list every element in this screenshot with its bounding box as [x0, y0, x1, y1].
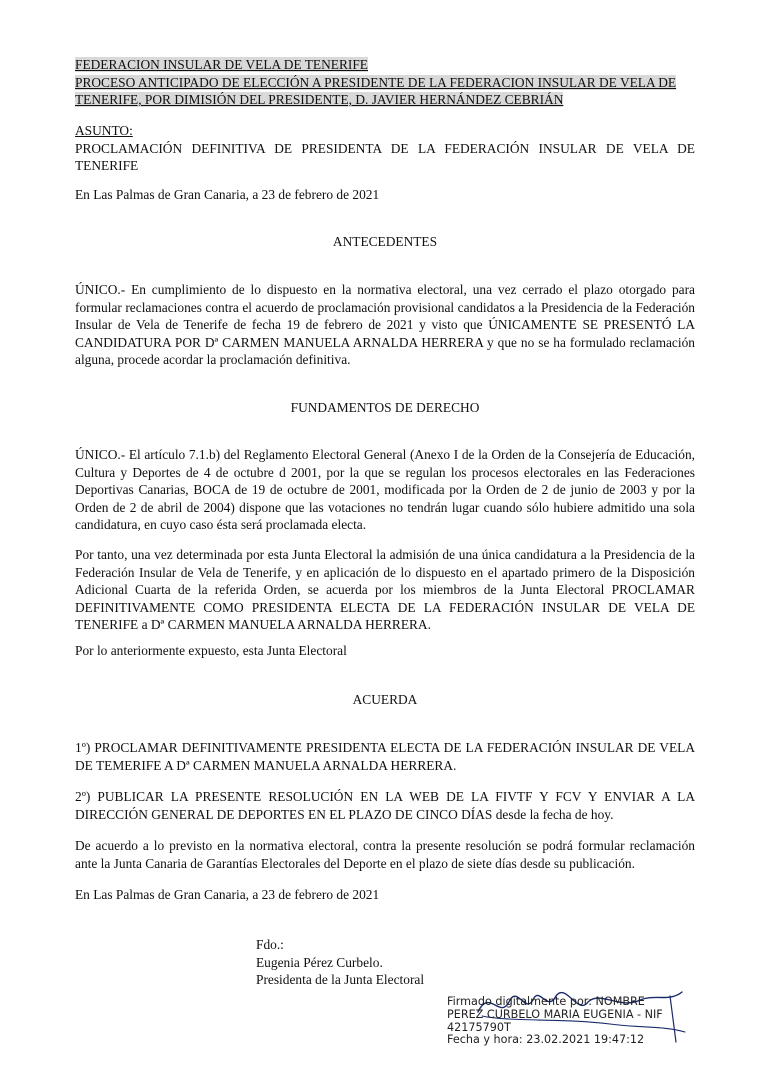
- fundamentos-heading: FUNDAMENTOS DE DERECHO: [290, 400, 480, 415]
- signature-name: Eugenia Pérez Curbelo.: [256, 954, 383, 970]
- place-date-top: En Las Palmas de Gran Canaria, a 23 de febrero de 2021: [75, 187, 380, 202]
- signature-block: [256, 936, 424, 989]
- digital-signature-line-2: PEREZ CURBELO MARIA EUGENIA - NIF: [447, 1007, 663, 1021]
- signature-fdo: Fdo.:: [256, 937, 284, 952]
- acuerda-item-2: 2º) PUBLICAR LA PRESENTE RESOLUCIÓN EN LA WEB DE LA FIVTF Y FCV Y ENVIAR A LA DIRECCIÓN GENERAL DE DEPORTES EN EL PLAZO DE CINCO DÍAS desde la fecha de hoy.: [75, 789, 695, 822]
- fundamentos-paragraph-3: Por lo anteriormente expuesto, esta Junta Electoral: [75, 643, 347, 658]
- subject-block: [75, 122, 695, 175]
- acuerda-heading: ACUERDA: [352, 692, 418, 707]
- acuerda-item-1: 1º) PROCLAMAR DEFINITIVAMENTE PRESIDENTA ELECTA DE LA FEDERACIÓN INSULAR DE VELA DE TEMERIFE A Dª CARMEN MANUELA ARNALDA HERRERA.: [75, 740, 695, 773]
- subject-label: ASUNTO:: [75, 123, 133, 138]
- digital-signature-line-3: 42175790T: [447, 1020, 511, 1034]
- header-process: PROCESO ANTICIPADO DE ELECCIÓN A PRESIDENTE DE LA FEDERACION INSULAR DE VELA DE TENERIFE, POR DIMISIÓN DEL PRESIDENTE, D. JAVIER HERNÁNDEZ CEBRIÁN: [75, 74, 677, 108]
- place-date-bottom: En Las Palmas de Gran Canaria, a 23 de febrero de 2021: [75, 887, 380, 902]
- antecedentes-heading: ANTECEDENTES: [332, 234, 438, 249]
- fundamentos-paragraph-2: Por tanto, una vez determinada por esta Junta Electoral la admisión de una única candidatura a la Presidencia de la Federación Insular de Vela de Tenerife, y en aplicación de lo dispuesto en el apartado primero de la Disposición Adicional Cuarta de la referida Orden, se acuerda por los miembros de la Junta Electoral PROCLAMAR DEFINITIVAMENTE COMO PRESIDENTA ELECTA DE LA FEDERACIÓN INSULAR DE VELA DE TENERIFE a Dª CARMEN MANUELA ARNALDA HERRERA.: [75, 547, 695, 633]
- header-federation: FEDERACION INSULAR DE VELA DE TENERIFE: [75, 57, 368, 72]
- signature-role: Presidenta de la Junta Electoral: [256, 972, 425, 988]
- document-header: [75, 56, 695, 109]
- digital-signature-line-4: Fecha y hora: 23.02.2021 19:47:12: [447, 1033, 645, 1047]
- digital-signature-line-1: Firmado digitalmente por: NOMBRE: [447, 995, 645, 1008]
- appeal-paragraph: De acuerdo a lo previsto en la normativa electoral, contra la presente resolución se podrá formular reclamación ante la Junta Canaria de Garantías Electorales del Deporte en el plazo de siete días desde su publicación.: [75, 838, 695, 871]
- subject-text: PROCLAMACIÓN DEFINITIVA DE PRESIDENTA DE LA FEDERACIÓN INSULAR DE VELA DE TENERIFE: [75, 140, 695, 174]
- digital-signature-stamp: [447, 996, 687, 1047]
- antecedentes-paragraph: ÚNICO.- En cumplimiento de lo dispuesto en la normativa electoral, una vez cerrado el plazo otorgado para formular reclamaciones contra el acuerdo de proclamación provisional candidatos a la Presidencia de la Federación Insular de Vela de Tenerife de fecha 19 de febrero de 2021 y visto que ÚNICAMENTE SE PRESENTÓ LA CANDIDATURA POR Dª CARMEN MANUELA ARNALDA HERRERA y que no se ha formulado reclamación alguna, procede acordar la proclamación definitiva.: [75, 282, 695, 368]
- fundamentos-paragraph-1: ÚNICO.- El artículo 7.1.b) del Reglamento Electoral General (Anexo I de la Orden de la Consejería de Educación, Cultura y Deportes de 4 de octubre d 2001, por la que se regulan los procesos electorales en las Federaciones Deportivas Canarias, BOCA de 19 de octubre de 2001, modificada por la Orden de 2 de junio de 2003 y por la Orden de 2 de abril de 2004) dispone que las votaciones no tendrán lugar cuando sólo hubiere admitido una sola candidatura, en cuyo caso ésta será proclamada electa.: [75, 447, 695, 533]
